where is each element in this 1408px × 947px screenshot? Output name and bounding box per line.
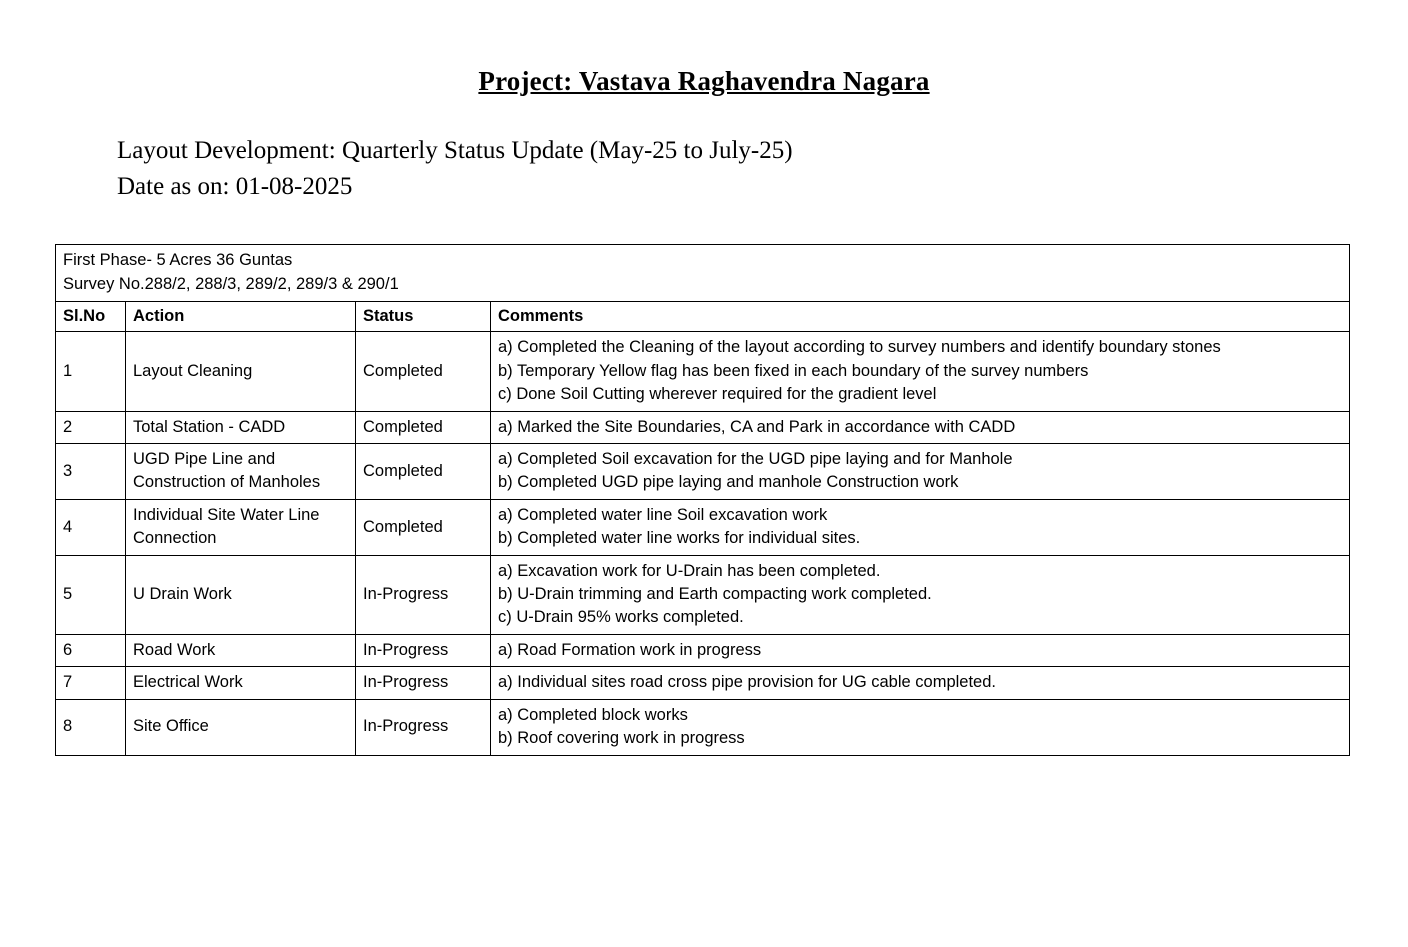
table-row: [56, 634, 1350, 666]
row-slno: 8: [56, 699, 126, 755]
row-status: In-Progress: [356, 667, 491, 699]
document-page: [0, 66, 1408, 947]
row-comments: [491, 499, 1350, 555]
table-row: [56, 499, 1350, 555]
comment-line: a) Completed water line Soil excavation work: [498, 505, 828, 524]
row-status: Completed: [356, 411, 491, 443]
row-comments: [491, 411, 1350, 443]
row-slno: 4: [56, 499, 126, 555]
row-action: Individual Site Water Line Connection: [126, 499, 356, 555]
table-row: [56, 667, 1350, 699]
column-header-slno: Sl.No: [56, 301, 126, 331]
row-comments: [491, 634, 1350, 666]
row-comments: [491, 667, 1350, 699]
column-header-status: Status: [356, 301, 491, 331]
subheading-line-1: Layout Development: Quarterly Status Update (May-25 to July-25): [117, 137, 793, 164]
comment-line: a) Completed the Cleaning of the layout according to survey numbers and identify boundary stones: [498, 338, 1221, 357]
row-action: UGD Pipe Line and Construction of Manholes: [126, 443, 356, 499]
table-row: [56, 411, 1350, 443]
table-header: [56, 245, 1350, 332]
comment-line: a) Excavation work for U-Drain has been completed.: [498, 561, 881, 580]
status-table-wrapper: [55, 244, 1350, 756]
phase-heading-cell: [56, 245, 1350, 302]
comment-line: c) U-Drain 95% works completed.: [498, 608, 744, 627]
row-action: Layout Cleaning: [126, 332, 356, 411]
row-comments: [491, 332, 1350, 411]
comment-line: b) Completed UGD pipe laying and manhole Construction work: [498, 473, 959, 492]
row-slno: 3: [56, 443, 126, 499]
column-header-comments: Comments: [491, 301, 1350, 331]
row-status: Completed: [356, 443, 491, 499]
table-body: [56, 332, 1350, 755]
row-status: In-Progress: [356, 699, 491, 755]
row-status: In-Progress: [356, 555, 491, 634]
column-header-action: Action: [126, 301, 356, 331]
row-status: In-Progress: [356, 634, 491, 666]
row-action: Total Station - CADD: [126, 411, 356, 443]
comment-line: b) Temporary Yellow flag has been fixed in each boundary of the survey numbers: [498, 361, 1089, 380]
row-slno: 7: [56, 667, 126, 699]
table-row: [56, 332, 1350, 411]
comment-line: c) Done Soil Cutting wherever required for the gradient level: [498, 385, 937, 404]
column-header-row: [56, 301, 1350, 331]
document-subheading: [117, 133, 1408, 204]
row-slno: 6: [56, 634, 126, 666]
phase-heading-row: [56, 245, 1350, 302]
comment-line: b) U-Drain trimming and Earth compacting work completed.: [498, 585, 932, 604]
status-table: [55, 244, 1350, 756]
comment-line: a) Completed block works: [498, 705, 688, 724]
comment-line: a) Road Formation work in progress: [498, 640, 762, 659]
row-slno: 5: [56, 555, 126, 634]
table-row: [56, 443, 1350, 499]
row-comments: [491, 699, 1350, 755]
comment-line: b) Roof covering work in progress: [498, 729, 745, 748]
row-action: Road Work: [126, 634, 356, 666]
table-row: [56, 555, 1350, 634]
row-slno: 1: [56, 332, 126, 411]
phase-heading-line-2: Survey No.288/2, 288/3, 289/2, 289/3 & 290/1: [63, 274, 399, 293]
row-status: Completed: [356, 332, 491, 411]
subheading-line-2: Date as on: 01-08-2025: [117, 172, 353, 200]
comment-line: a) Individual sites road cross pipe provision for UG cable completed.: [498, 673, 996, 692]
row-action: Site Office: [126, 699, 356, 755]
comment-line: a) Marked the Site Boundaries, CA and Park in accordance with CADD: [498, 417, 1016, 436]
page-title: Project: Vastava Raghavendra Nagara: [478, 66, 930, 96]
comment-line: a) Completed Soil excavation for the UGD pipe laying and for Manhole: [498, 449, 1013, 468]
table-row: [56, 699, 1350, 755]
row-action: Electrical Work: [126, 667, 356, 699]
row-status: Completed: [356, 499, 491, 555]
comment-line: b) Completed water line works for individual sites.: [498, 529, 861, 548]
row-action: U Drain Work: [126, 555, 356, 634]
row-slno: 2: [56, 411, 126, 443]
row-comments: [491, 555, 1350, 634]
phase-heading-line-1: First Phase- 5 Acres 36 Guntas: [63, 251, 293, 269]
row-comments: [491, 443, 1350, 499]
